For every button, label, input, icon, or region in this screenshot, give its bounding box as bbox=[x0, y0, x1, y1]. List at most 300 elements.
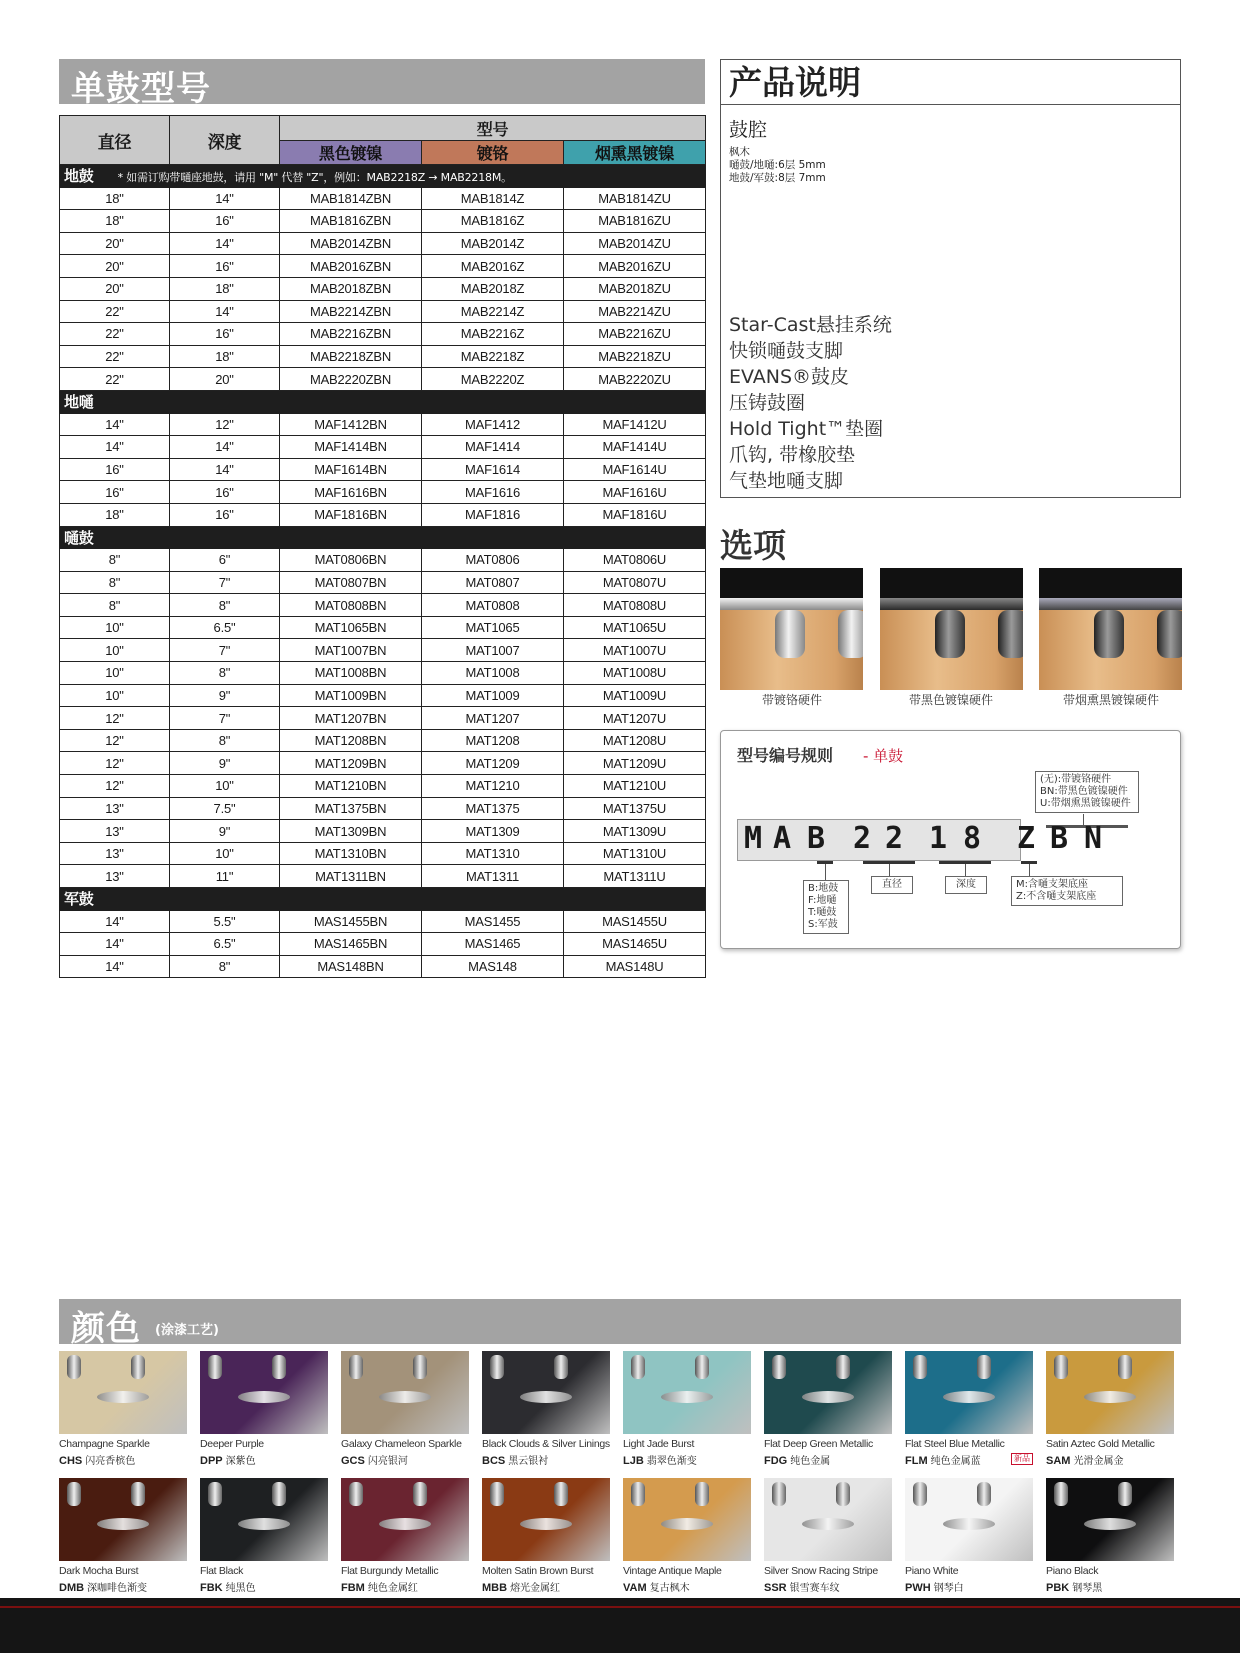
model-number-rule-box bbox=[720, 730, 1181, 949]
model-u-cell: MAS1465U bbox=[564, 933, 706, 956]
model-u-cell: MAB1814ZU bbox=[564, 187, 706, 210]
depth-cell: 10" bbox=[170, 842, 280, 865]
colors-header bbox=[59, 1299, 1181, 1349]
diameter-cell: 18" bbox=[60, 503, 170, 526]
color-swatch bbox=[764, 1478, 892, 1561]
option-caption: 带烟熏黑镀镍硬件 bbox=[1062, 693, 1159, 707]
color-name: Piano White bbox=[905, 1565, 959, 1577]
model-bn-cell: MAT1008BN bbox=[280, 662, 422, 685]
color-swatch bbox=[59, 1351, 187, 1434]
model-u-cell: MAB2016ZU bbox=[564, 255, 706, 278]
model-bn-cell: MAT1009BN bbox=[280, 684, 422, 707]
model-u-cell: MAT1065U bbox=[564, 616, 706, 639]
table-row bbox=[60, 707, 706, 730]
code-char: 2 bbox=[852, 821, 872, 856]
new-badge: 新品 bbox=[1011, 1453, 1033, 1465]
feature-item: 气垫地嗵支脚 bbox=[729, 470, 844, 492]
model-u-cell: MAB2216ZU bbox=[564, 323, 706, 346]
depth-cell: 9" bbox=[170, 752, 280, 775]
model-u-cell: MAT1009U bbox=[564, 684, 706, 707]
model-bn-cell: MAF1816BN bbox=[280, 503, 422, 526]
table-row bbox=[60, 413, 706, 436]
table-row bbox=[60, 481, 706, 504]
diameter-cell: 8" bbox=[60, 549, 170, 572]
feature-item: 快锁嗵鼓支脚 bbox=[729, 340, 844, 362]
depth-cell: 14" bbox=[170, 436, 280, 459]
diameter-cell: 22" bbox=[60, 345, 170, 368]
model-chrome-cell: MAB2014Z bbox=[422, 232, 564, 255]
color-swatch bbox=[1046, 1478, 1174, 1561]
feature-item: Star-Cast悬挂系统 bbox=[729, 314, 892, 336]
code-char: N bbox=[1083, 821, 1103, 856]
shell-spec bbox=[729, 115, 826, 185]
depth-cell: 16" bbox=[170, 210, 280, 233]
category-name: 军鼓 bbox=[64, 890, 94, 909]
table-row bbox=[60, 255, 706, 278]
model-chrome-cell: MAS148 bbox=[422, 955, 564, 978]
model-bn-cell: MAT1065BN bbox=[280, 616, 422, 639]
diameter-cell: 14" bbox=[60, 413, 170, 436]
model-chrome-cell: MAT1309 bbox=[422, 820, 564, 843]
model-chrome-cell: MAT0807 bbox=[422, 571, 564, 594]
model-bn-cell: MAT1208BN bbox=[280, 729, 422, 752]
diameter-cell: 18" bbox=[60, 210, 170, 233]
option-image-chrome bbox=[720, 568, 863, 690]
diameter-cell: 16" bbox=[60, 481, 170, 504]
diameter-cell: 12" bbox=[60, 752, 170, 775]
category-name: 地嗵 bbox=[64, 393, 94, 412]
table-row bbox=[60, 210, 706, 233]
model-u-cell: MAT0807U bbox=[564, 571, 706, 594]
feature-list bbox=[729, 312, 892, 494]
model-rule-subtitle: - 单鼓 bbox=[863, 747, 904, 765]
model-bn-cell: MAS1465BN bbox=[280, 933, 422, 956]
table-row bbox=[60, 684, 706, 707]
options-title: 选项 bbox=[720, 526, 786, 565]
model-bn-cell: MAT0807BN bbox=[280, 571, 422, 594]
mount-legend: M:含嗵支架底座 Z:不含嗵支架底座 bbox=[1011, 876, 1123, 906]
color-name: Silver Snow Racing Stripe bbox=[764, 1565, 878, 1577]
model-u-cell: MAB2214ZU bbox=[564, 300, 706, 323]
depth-cell: 7.5" bbox=[170, 797, 280, 820]
feature-item: 爪钩, 带橡胶垫 bbox=[729, 444, 856, 466]
depth-cell: 8" bbox=[170, 662, 280, 685]
model-bn-cell: MAB2016ZBN bbox=[280, 255, 422, 278]
diameter-cell: 10" bbox=[60, 616, 170, 639]
code-char: B bbox=[806, 821, 826, 856]
model-chrome-cell: MAT1007 bbox=[422, 639, 564, 662]
model-u-cell: MAT1210U bbox=[564, 775, 706, 798]
model-chrome-cell: MAT1207 bbox=[422, 707, 564, 730]
model-u-cell: MAB2014ZU bbox=[564, 232, 706, 255]
color-name: Flat Black bbox=[200, 1565, 244, 1577]
table-row bbox=[60, 232, 706, 255]
shell-title: 鼓腔 bbox=[729, 119, 768, 141]
color-code: DPP 深紫色 bbox=[200, 1455, 256, 1467]
model-u-cell: MAF1414U bbox=[564, 436, 706, 459]
model-bn-cell: MAF1412BN bbox=[280, 413, 422, 436]
color-name: Light Jade Burst bbox=[623, 1438, 695, 1450]
feature-item: Hold Tight™垫圈 bbox=[729, 418, 884, 440]
shell-line: 枫木 bbox=[729, 146, 750, 158]
diameter-cell: 10" bbox=[60, 684, 170, 707]
color-name: Black Clouds & Silver Linings bbox=[482, 1438, 610, 1450]
table-row bbox=[60, 503, 706, 526]
diameter-cell: 16" bbox=[60, 458, 170, 481]
model-u-cell: MAF1816U bbox=[564, 503, 706, 526]
model-chrome-cell: MAF1614 bbox=[422, 458, 564, 481]
diameter-cell: 8" bbox=[60, 594, 170, 617]
model-u-cell: MAB2218ZU bbox=[564, 345, 706, 368]
table-row bbox=[60, 955, 706, 978]
model-bn-cell: MAF1614BN bbox=[280, 458, 422, 481]
col-header-smoked-black-nickel: 烟熏黑镀镍 bbox=[564, 141, 706, 165]
color-code: FBK 纯黑色 bbox=[200, 1582, 256, 1594]
color-swatch bbox=[341, 1478, 469, 1561]
table-row bbox=[60, 368, 706, 391]
diameter-cell: 14" bbox=[60, 910, 170, 933]
model-bn-cell: MAT1207BN bbox=[280, 707, 422, 730]
model-bn-cell: MAB1816ZBN bbox=[280, 210, 422, 233]
model-u-cell: MAT1207U bbox=[564, 707, 706, 730]
color-code: PBK 钢琴黑 bbox=[1046, 1582, 1103, 1594]
color-name: Vintage Antique Maple bbox=[623, 1565, 722, 1577]
drum-type-legend: B:地鼓 F:地嗵 T:嗵鼓 S:军鼓 bbox=[803, 880, 849, 934]
model-u-cell: MAT1375U bbox=[564, 797, 706, 820]
color-name: Champagne Sparkle bbox=[59, 1438, 150, 1450]
model-chrome-cell: MAF1412 bbox=[422, 413, 564, 436]
color-code: VAM 复古枫木 bbox=[623, 1582, 690, 1594]
depth-cell: 7" bbox=[170, 571, 280, 594]
color-swatch bbox=[623, 1478, 751, 1561]
model-bn-cell: MAS1455BN bbox=[280, 910, 422, 933]
depth-cell: 14" bbox=[170, 458, 280, 481]
diameter-cell: 13" bbox=[60, 865, 170, 888]
depth-cell: 6.5" bbox=[170, 616, 280, 639]
product-description-box bbox=[720, 59, 1181, 498]
shell-line: 嗵鼓/地嗵:6层 5mm bbox=[729, 159, 826, 171]
model-bn-cell: MAS148BN bbox=[280, 955, 422, 978]
depth-cell: 8" bbox=[170, 955, 280, 978]
model-bn-cell: MAB1814ZBN bbox=[280, 187, 422, 210]
depth-cell: 16" bbox=[170, 481, 280, 504]
category-note: * 如需订购带嗵座地鼓，请用 "M" 代替 "Z"，例如：MAB2218Z → MAB2218M。 bbox=[117, 171, 512, 185]
code-char: Z bbox=[1016, 821, 1036, 856]
table-row bbox=[60, 549, 706, 572]
spec-table-body bbox=[60, 165, 706, 978]
color-name: Deeper Purple bbox=[200, 1438, 264, 1450]
model-u-cell: MAF1616U bbox=[564, 481, 706, 504]
depth-cell: 6.5" bbox=[170, 933, 280, 956]
model-chrome-cell: MAB1814Z bbox=[422, 187, 564, 210]
diameter-cell: 22" bbox=[60, 323, 170, 346]
model-chrome-cell: MAB1816Z bbox=[422, 210, 564, 233]
diameter-cell: 14" bbox=[60, 955, 170, 978]
model-bn-cell: MAB2220ZBN bbox=[280, 368, 422, 391]
model-chrome-cell: MAT1208 bbox=[422, 729, 564, 752]
diameter-cell: 10" bbox=[60, 639, 170, 662]
model-u-cell: MAT0806U bbox=[564, 549, 706, 572]
page-footer bbox=[0, 1598, 1240, 1653]
diameter-cell: 20" bbox=[60, 255, 170, 278]
category-name: 地鼓 bbox=[64, 167, 94, 186]
color-name: Galaxy Chameleon Sparkle bbox=[341, 1438, 462, 1450]
color-code: FBM 纯色金属红 bbox=[341, 1582, 418, 1594]
diameter-cell: 13" bbox=[60, 820, 170, 843]
model-u-cell: MAT1311U bbox=[564, 865, 706, 888]
category-name: 嗵鼓 bbox=[64, 528, 94, 547]
depth-cell: 9" bbox=[170, 820, 280, 843]
model-bn-cell: MAT1310BN bbox=[280, 842, 422, 865]
color-swatch bbox=[764, 1351, 892, 1434]
model-bn-cell: MAB2218ZBN bbox=[280, 345, 422, 368]
code-char: A bbox=[772, 821, 792, 856]
color-swatch bbox=[1046, 1351, 1174, 1434]
model-spec-table bbox=[59, 115, 705, 978]
color-code: PWH 钢琴白 bbox=[905, 1582, 964, 1594]
model-chrome-cell: MAB2220Z bbox=[422, 368, 564, 391]
model-bn-cell: MAF1414BN bbox=[280, 436, 422, 459]
color-code: GCS 闪亮银河 bbox=[341, 1455, 408, 1467]
model-chrome-cell: MAT0806 bbox=[422, 549, 564, 572]
category-row bbox=[60, 888, 706, 911]
model-chrome-cell: MAS1455 bbox=[422, 910, 564, 933]
model-u-cell: MAT1208U bbox=[564, 729, 706, 752]
model-bn-cell: MAT0808BN bbox=[280, 594, 422, 617]
color-swatch bbox=[482, 1478, 610, 1561]
model-u-cell: MAT1007U bbox=[564, 639, 706, 662]
model-bn-cell: MAT1311BN bbox=[280, 865, 422, 888]
model-u-cell: MAF1412U bbox=[564, 413, 706, 436]
colors-subtitle: (涂漆工艺) bbox=[155, 1323, 219, 1338]
color-code: SAM 光滑金属金 bbox=[1046, 1455, 1124, 1467]
model-chrome-cell: MAT1209 bbox=[422, 752, 564, 775]
depth-cell: 12" bbox=[170, 413, 280, 436]
color-name: Molten Satin Brown Burst bbox=[482, 1565, 594, 1577]
depth-cell: 16" bbox=[170, 255, 280, 278]
depth-cell: 14" bbox=[170, 300, 280, 323]
diameter-cell: 20" bbox=[60, 277, 170, 300]
colors-title: 颜色 bbox=[71, 1309, 141, 1349]
table-row bbox=[60, 752, 706, 775]
model-chrome-cell: MAB2214Z bbox=[422, 300, 564, 323]
model-u-cell: MAT1008U bbox=[564, 662, 706, 685]
color-name: Piano Black bbox=[1046, 1565, 1099, 1577]
color-code: DMB 深咖啡色渐变 bbox=[59, 1582, 148, 1594]
model-bn-cell: MAT1309BN bbox=[280, 820, 422, 843]
depth-cell: 11" bbox=[170, 865, 280, 888]
diameter-cell: 12" bbox=[60, 729, 170, 752]
table-row bbox=[60, 775, 706, 798]
option-image-black-nickel bbox=[880, 568, 1023, 690]
model-u-cell: MAT0808U bbox=[564, 594, 706, 617]
depth-cell: 7" bbox=[170, 639, 280, 662]
depth-cell: 5.5" bbox=[170, 910, 280, 933]
model-chrome-cell: MAT1310 bbox=[422, 842, 564, 865]
model-rule-title: 型号编号规则 bbox=[737, 746, 834, 765]
model-u-cell: MAS1455U bbox=[564, 910, 706, 933]
category-row bbox=[60, 390, 706, 413]
model-chrome-cell: MAF1414 bbox=[422, 436, 564, 459]
model-u-cell: MAS148U bbox=[564, 955, 706, 978]
model-bn-cell: MAB2214ZBN bbox=[280, 300, 422, 323]
model-u-cell: MAT1309U bbox=[564, 820, 706, 843]
depth-cell: 18" bbox=[170, 345, 280, 368]
depth-cell: 6" bbox=[170, 549, 280, 572]
model-chrome-cell: MAT1065 bbox=[422, 616, 564, 639]
model-bn-cell: MAB2014ZBN bbox=[280, 232, 422, 255]
model-chrome-cell: MAT1311 bbox=[422, 865, 564, 888]
table-row bbox=[60, 436, 706, 459]
table-row bbox=[60, 323, 706, 346]
model-chrome-cell: MAF1816 bbox=[422, 503, 564, 526]
code-char: 8 bbox=[962, 821, 982, 856]
option-caption: 带镀铬硬件 bbox=[761, 693, 822, 707]
color-code: LJB 翡翠色渐变 bbox=[623, 1455, 697, 1467]
table-row bbox=[60, 300, 706, 323]
col-header-depth: 深度 bbox=[170, 116, 280, 165]
color-swatch bbox=[200, 1478, 328, 1561]
code-char: 2 bbox=[884, 821, 904, 856]
color-name: Flat Steel Blue Metallic bbox=[905, 1438, 1005, 1450]
model-chrome-cell: MAB2018Z bbox=[422, 277, 564, 300]
depth-cell: 7" bbox=[170, 707, 280, 730]
table-row bbox=[60, 820, 706, 843]
model-u-cell: MAB1816ZU bbox=[564, 210, 706, 233]
depth-legend: 深度 bbox=[945, 876, 987, 894]
feature-item: EVANS®鼓皮 bbox=[729, 366, 850, 388]
col-header-model: 型号 bbox=[280, 116, 706, 141]
color-name: Dark Mocha Burst bbox=[59, 1565, 139, 1577]
col-header-chrome: 镀铬 bbox=[422, 141, 564, 165]
diameter-cell: 20" bbox=[60, 232, 170, 255]
depth-cell: 8" bbox=[170, 594, 280, 617]
table-row bbox=[60, 571, 706, 594]
model-u-cell: MAF1614U bbox=[564, 458, 706, 481]
model-bn-cell: MAT1007BN bbox=[280, 639, 422, 662]
code-char: M bbox=[743, 821, 763, 856]
depth-cell: 16" bbox=[170, 323, 280, 346]
model-chrome-cell: MAT1009 bbox=[422, 684, 564, 707]
depth-cell: 9" bbox=[170, 684, 280, 707]
depth-cell: 16" bbox=[170, 503, 280, 526]
color-code: BCS 黑云银衬 bbox=[482, 1455, 549, 1467]
model-chrome-cell: MAB2216Z bbox=[422, 323, 564, 346]
color-name: Flat Burgundy Metallic bbox=[341, 1565, 439, 1577]
model-chrome-cell: MAB2016Z bbox=[422, 255, 564, 278]
depth-cell: 14" bbox=[170, 187, 280, 210]
model-chrome-cell: MAT1008 bbox=[422, 662, 564, 685]
model-chrome-cell: MAS1465 bbox=[422, 933, 564, 956]
table-row bbox=[60, 662, 706, 685]
feature-item: 压铸鼓圈 bbox=[729, 392, 806, 414]
model-bn-cell: MAT1375BN bbox=[280, 797, 422, 820]
table-row bbox=[60, 797, 706, 820]
depth-cell: 10" bbox=[170, 775, 280, 798]
model-chrome-cell: MAT1375 bbox=[422, 797, 564, 820]
diameter-cell: 12" bbox=[60, 775, 170, 798]
col-header-diameter: 直径 bbox=[60, 116, 170, 165]
diameter-cell: 18" bbox=[60, 187, 170, 210]
model-bn-cell: MAT1209BN bbox=[280, 752, 422, 775]
model-bn-cell: MAT0806BN bbox=[280, 549, 422, 572]
model-bn-cell: MAT1210BN bbox=[280, 775, 422, 798]
depth-cell: 14" bbox=[170, 232, 280, 255]
diameter-cell: 10" bbox=[60, 662, 170, 685]
model-chrome-cell: MAT1210 bbox=[422, 775, 564, 798]
color-swatch bbox=[200, 1351, 328, 1434]
color-name: Flat Deep Green Metallic bbox=[764, 1438, 873, 1450]
diameter-cell: 22" bbox=[60, 368, 170, 391]
color-code: FDG 纯色金属 bbox=[764, 1455, 831, 1467]
col-header-black-nickel: 黑色镀镍 bbox=[280, 141, 422, 165]
diameter-cell: 13" bbox=[60, 842, 170, 865]
single-drums-header bbox=[59, 59, 705, 109]
model-u-cell: MAB2220ZU bbox=[564, 368, 706, 391]
table-row bbox=[60, 842, 706, 865]
category-row bbox=[60, 165, 706, 188]
depth-cell: 18" bbox=[170, 277, 280, 300]
color-name: Satin Aztec Gold Metallic bbox=[1046, 1438, 1155, 1450]
model-bn-cell: MAB2216ZBN bbox=[280, 323, 422, 346]
diameter-cell: 8" bbox=[60, 571, 170, 594]
table-row bbox=[60, 345, 706, 368]
code-char: B bbox=[1049, 821, 1069, 856]
finish-legend: (无):带镀铬硬件 BN:带黑色镀镍硬件 U:带烟熏黑镀镍硬件 bbox=[1035, 771, 1139, 813]
model-bn-cell: MAB2018ZBN bbox=[280, 277, 422, 300]
table-row bbox=[60, 933, 706, 956]
diameter-cell: 12" bbox=[60, 707, 170, 730]
diameter-cell: 14" bbox=[60, 933, 170, 956]
table-row bbox=[60, 277, 706, 300]
model-chrome-cell: MAT0808 bbox=[422, 594, 564, 617]
code-char: 1 bbox=[928, 821, 948, 856]
color-swatch bbox=[905, 1478, 1033, 1561]
single-drums-title: 单鼓型号 bbox=[71, 69, 211, 109]
model-u-cell: MAT1209U bbox=[564, 752, 706, 775]
option-caption: 带黑色镀镍硬件 bbox=[908, 693, 993, 707]
product-description-title: 产品说明 bbox=[721, 60, 1180, 105]
table-row bbox=[60, 616, 706, 639]
diameter-cell: 22" bbox=[60, 300, 170, 323]
table-row bbox=[60, 594, 706, 617]
table-row bbox=[60, 639, 706, 662]
shell-line: 地鼓/军鼓:8层 7mm bbox=[729, 172, 826, 184]
diameter-cell: 13" bbox=[60, 797, 170, 820]
table-row bbox=[60, 865, 706, 888]
model-chrome-cell: MAB2218Z bbox=[422, 345, 564, 368]
color-code: SSR 银雪赛车纹 bbox=[764, 1582, 840, 1594]
option-image-smoked-black-nickel bbox=[1039, 568, 1182, 690]
table-row bbox=[60, 729, 706, 752]
model-chrome-cell: MAF1616 bbox=[422, 481, 564, 504]
table-row bbox=[60, 458, 706, 481]
color-swatch bbox=[341, 1351, 469, 1434]
color-code: FLM 纯色金属蓝 bbox=[905, 1455, 981, 1467]
model-bn-cell: MAF1616BN bbox=[280, 481, 422, 504]
depth-cell: 8" bbox=[170, 729, 280, 752]
color-code: MBB 熔光金属红 bbox=[482, 1582, 561, 1594]
color-swatch bbox=[623, 1351, 751, 1434]
model-u-cell: MAT1310U bbox=[564, 842, 706, 865]
table-row bbox=[60, 910, 706, 933]
diameter-legend: 直径 bbox=[871, 876, 913, 894]
color-code: CHS 闪亮香槟色 bbox=[59, 1455, 136, 1467]
color-swatch bbox=[905, 1351, 1033, 1434]
diameter-cell: 14" bbox=[60, 436, 170, 459]
color-swatch bbox=[482, 1351, 610, 1434]
table-row bbox=[60, 187, 706, 210]
